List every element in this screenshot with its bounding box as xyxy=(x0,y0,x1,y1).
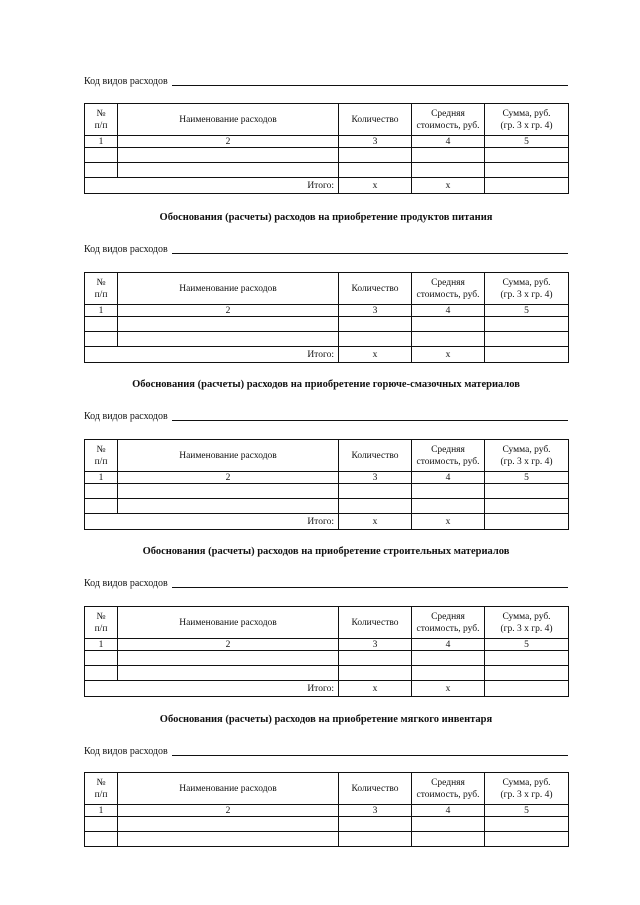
col-name-header: Наименование расходов xyxy=(118,607,339,639)
col-number: 3 xyxy=(339,136,412,148)
x-mark: х xyxy=(339,681,412,697)
col-name-header: Наименование расходов xyxy=(118,773,339,805)
total-row xyxy=(85,178,569,194)
total-sum-cell xyxy=(485,347,569,363)
total-row xyxy=(85,347,569,363)
col-number: 1 xyxy=(85,136,118,148)
code-label: Код видов расходов xyxy=(84,578,168,589)
code-line xyxy=(84,74,568,88)
table-row xyxy=(85,499,569,514)
col-number: 2 xyxy=(118,639,339,651)
code-label: Код видов расходов xyxy=(84,244,168,255)
x-mark: х xyxy=(412,178,485,194)
x-mark: х xyxy=(412,347,485,363)
expense-table xyxy=(84,772,569,847)
col-number: 5 xyxy=(485,305,569,317)
code-field-line xyxy=(172,253,568,254)
col-number: 4 xyxy=(412,805,485,817)
column-number-row xyxy=(85,639,569,651)
col-number: 1 xyxy=(85,639,118,651)
column-number-row xyxy=(85,805,569,817)
table-row xyxy=(85,332,569,347)
col-avg-header: Средняя стоимость, руб. xyxy=(412,607,485,639)
section-title: Обоснования (расчеты) расходов на приобретение мягкого инвентаря xyxy=(159,714,493,725)
col-avg-header: Средняя стоимость, руб. xyxy=(412,773,485,805)
code-line xyxy=(84,744,568,758)
code-line xyxy=(84,242,568,256)
x-mark: х xyxy=(339,178,412,194)
col-number: 1 xyxy=(85,805,118,817)
table-row xyxy=(85,163,569,178)
expense-table xyxy=(84,439,569,530)
total-sum-cell xyxy=(485,681,569,697)
total-sum-cell xyxy=(485,514,569,530)
col-number: 5 xyxy=(485,639,569,651)
col-number: 3 xyxy=(339,305,412,317)
col-number: 2 xyxy=(118,805,339,817)
table-row xyxy=(85,651,569,666)
col-number: 3 xyxy=(339,639,412,651)
col-qty-header: Количество xyxy=(339,273,412,305)
col-number: 5 xyxy=(485,472,569,484)
x-mark: х xyxy=(339,514,412,530)
total-label: Итого: xyxy=(85,347,339,363)
col-avg-header: Средняя стоимость, руб. xyxy=(412,440,485,472)
col-num-header: № п/п xyxy=(85,607,118,639)
total-row xyxy=(85,681,569,697)
col-name-header: Наименование расходов xyxy=(118,440,339,472)
code-label: Код видов расходов xyxy=(84,746,168,757)
column-number-row xyxy=(85,472,569,484)
total-row xyxy=(85,514,569,530)
column-number-row xyxy=(85,305,569,317)
col-sum-header: Сумма, руб. (гр. 3 х гр. 4) xyxy=(485,440,569,472)
code-field-line xyxy=(172,85,568,86)
col-sum-header: Сумма, руб. (гр. 3 х гр. 4) xyxy=(485,104,569,136)
x-mark: х xyxy=(412,681,485,697)
col-qty-header: Количество xyxy=(339,773,412,805)
table-row xyxy=(85,666,569,681)
code-label: Код видов расходов xyxy=(84,411,168,422)
col-number: 4 xyxy=(412,305,485,317)
col-sum-header: Сумма, руб. (гр. 3 х гр. 4) xyxy=(485,607,569,639)
col-qty-header: Количество xyxy=(339,440,412,472)
col-sum-header: Сумма, руб. (гр. 3 х гр. 4) xyxy=(485,273,569,305)
total-label: Итого: xyxy=(85,178,339,194)
col-number: 1 xyxy=(85,472,118,484)
total-label: Итого: xyxy=(85,514,339,530)
col-number: 4 xyxy=(412,136,485,148)
col-avg-header: Средняя стоимость, руб. xyxy=(412,104,485,136)
section-title: Обоснования (расчеты) расходов на приобретение продуктов питания xyxy=(159,212,493,223)
col-number: 3 xyxy=(339,472,412,484)
col-number: 2 xyxy=(118,472,339,484)
expense-table xyxy=(84,606,569,697)
col-number: 3 xyxy=(339,805,412,817)
col-number: 5 xyxy=(485,805,569,817)
col-name-header: Наименование расходов xyxy=(118,104,339,136)
total-sum-cell xyxy=(485,178,569,194)
col-qty-header: Количество xyxy=(339,104,412,136)
col-number: 2 xyxy=(118,136,339,148)
col-sum-header: Сумма, руб. (гр. 3 х гр. 4) xyxy=(485,773,569,805)
table-row xyxy=(85,317,569,332)
table-row xyxy=(85,484,569,499)
code-line xyxy=(84,409,568,423)
col-num-header: № п/п xyxy=(85,104,118,136)
col-number: 2 xyxy=(118,305,339,317)
table-row xyxy=(85,817,569,832)
section-title: Обоснования (расчеты) расходов на приобретение строительных материалов xyxy=(142,546,510,557)
col-number: 5 xyxy=(485,136,569,148)
col-num-header: № п/п xyxy=(85,273,118,305)
col-number: 4 xyxy=(412,472,485,484)
code-field-line xyxy=(172,420,568,421)
x-mark: х xyxy=(339,347,412,363)
col-avg-header: Средняя стоимость, руб. xyxy=(412,273,485,305)
x-mark: х xyxy=(412,514,485,530)
table-row xyxy=(85,832,569,847)
col-qty-header: Количество xyxy=(339,607,412,639)
expense-table xyxy=(84,103,569,194)
col-num-header: № п/п xyxy=(85,440,118,472)
total-label: Итого: xyxy=(85,681,339,697)
col-number: 1 xyxy=(85,305,118,317)
code-line xyxy=(84,576,568,590)
col-number: 4 xyxy=(412,639,485,651)
col-num-header: № п/п xyxy=(85,773,118,805)
table-row xyxy=(85,148,569,163)
code-label: Код видов расходов xyxy=(84,76,168,87)
column-number-row xyxy=(85,136,569,148)
section-title: Обоснования (расчеты) расходов на приобретение горюче-смазочных материалов xyxy=(132,379,520,390)
expense-table xyxy=(84,272,569,363)
col-name-header: Наименование расходов xyxy=(118,273,339,305)
code-field-line xyxy=(172,587,568,588)
code-field-line xyxy=(172,755,568,756)
